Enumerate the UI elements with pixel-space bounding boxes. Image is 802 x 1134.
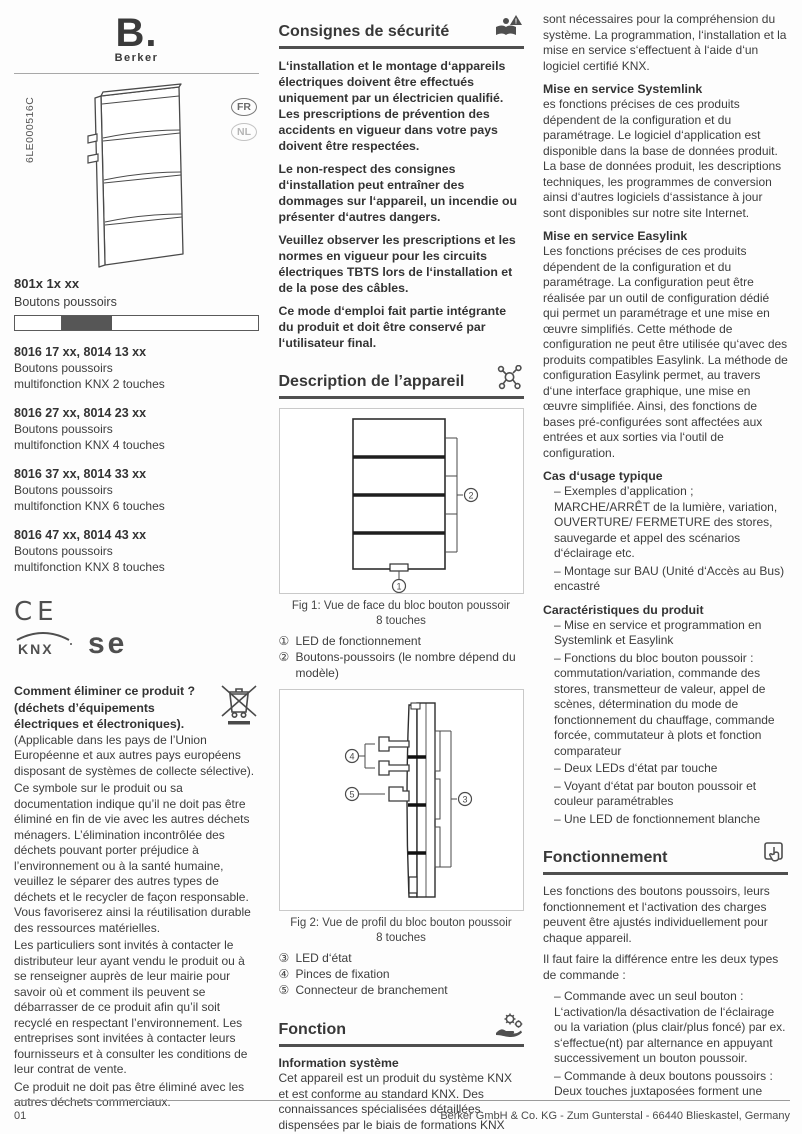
svg-text:5: 5 xyxy=(349,789,355,800)
easylink-subheading: Mise en service Easylink xyxy=(543,229,688,243)
right-column xyxy=(543,12,788,1134)
figure-1-front-view xyxy=(291,409,511,593)
product-family-code: 801x 1x xx xyxy=(14,276,80,291)
page-footer xyxy=(14,1100,790,1122)
product-line: multifonction KNX 6 touches xyxy=(14,499,165,513)
language-badges xyxy=(231,98,257,141)
feature-list-item: – Mise en service et programmation en Systemlink et Easylink xyxy=(554,617,762,647)
document-code: 6LE000516C xyxy=(24,96,36,163)
svg-text:1: 1 xyxy=(396,581,402,592)
safety-paragraph: Ce mode d‘emploi fait partie intégrante du produit et doit être conservé par l‘utilisateur final. xyxy=(278,304,507,350)
figure-2-caption: Fig 2: Vue de profil du bloc bouton poussoir 8 touches xyxy=(290,917,512,944)
section-operation-header xyxy=(543,841,788,875)
section-description-title: Description de l’appareil xyxy=(278,373,465,390)
figure-1-legend xyxy=(279,633,524,681)
left-column xyxy=(14,12,259,1134)
section-function-title: Fonction xyxy=(278,1021,347,1038)
system-info-paragraph: Cet appareil est un produit du système KNX et est conforme au standard KNX. Des connaissances spécialisées détaillées dispensées par le biais de formations KNX xyxy=(278,1071,512,1132)
legend-item: ④ Pinces de fixation xyxy=(278,967,390,981)
usage-list-item: – Montage sur BAU (Unité d‘Accès au Bus) encastré xyxy=(554,563,785,593)
section-function-header xyxy=(279,1012,524,1047)
product-entry xyxy=(14,344,259,392)
feature-list-item: – Deux LEDs d‘état par touche xyxy=(554,761,718,775)
safety-paragraph: Le non-respect des consignes d‘installation peut entraîner des dommages sur l‘appareil, un incendie ou présenter d‘autres dangers. xyxy=(278,162,517,224)
read-manual-warning-icon xyxy=(494,14,524,41)
press-button-icon xyxy=(762,841,788,867)
product-line: multifonction KNX 4 touches xyxy=(14,438,165,452)
disposal-paragraph: Les particuliers sont invités à contacter le distributeur leur ayant vendu le produit ou à se renseigner auprès de leur mairie pour savoir où et comment ils peuvent se débarrasser de ce produit afin qu’il soit recyclé en respectant l’environnement. Les entreprises sont invitées à contacter leurs fournisseurs et à consulter les conditions de leur contrat de vente. xyxy=(14,938,248,1076)
operation-paragraph: Les fonctions des boutons poussoirs, leurs fonctionnement et l‘activation des charges peuvent être ajustés individuellement pour chaque appareil. xyxy=(543,884,770,945)
product-drawing xyxy=(14,80,259,272)
ce-mark: CE xyxy=(14,597,59,627)
weee-bin-icon xyxy=(219,683,259,727)
figure-1-caption: Fig 1: Vue de face du bloc bouton poussoir 8 touches xyxy=(291,600,511,627)
usage-list-item: – Exemples d’application ; MARCHE/ARRÊT de la lumière, variation, OUVERTURE/ FERMETURE des stores, sauvegarde et appel des scénarios d‘éclairage etc. xyxy=(554,484,778,560)
section-operation-title: Fonctionnement xyxy=(543,849,668,866)
berker-logo-mark: B. xyxy=(115,11,158,55)
product-entry xyxy=(14,527,259,575)
disposal-paragraph: Ce produit ne doit pas être éliminé avec les autres déchets commerciaux. xyxy=(14,1079,245,1109)
disposal-paragraph: Ce symbole sur le produit ou sa documentation indique qu’il ne doit pas être éliminé en fin de vie avec les autres déchets ménagers. L’élimination incontrôlée des déchets pouvant porter préjudice à l’environnement ou à la santé humaine, veuillez le séparer des autres types de déchets et le recycler de façon responsable. Vous favoriserez ainsi la réutilisation durable des ressources matérielles. xyxy=(14,781,251,935)
svg-text:3: 3 xyxy=(462,794,468,805)
product-code: 8016 27 xx, 8014 23 xx xyxy=(14,406,147,420)
berker-logo-text: Berker xyxy=(114,52,159,64)
divider xyxy=(14,73,259,74)
network-nodes-icon xyxy=(496,365,524,391)
figure-2-legend xyxy=(279,950,524,998)
badge-nl: NL xyxy=(231,123,257,141)
operation-list-item: – Commande à deux boutons poussoirs : Deux touches juxtaposées forment une xyxy=(554,1068,773,1098)
section-description-header xyxy=(279,365,524,399)
section-safety-title: Consignes de sécurité xyxy=(278,23,450,40)
figure-1-box xyxy=(279,408,524,594)
position-bar-fill xyxy=(61,316,112,330)
hand-gears-icon xyxy=(494,1012,524,1039)
product-line: Boutons poussoirs xyxy=(14,361,113,375)
middle-column xyxy=(279,12,524,1134)
product-family-name: Boutons poussoirs xyxy=(14,295,117,309)
document-position-bar xyxy=(14,315,259,331)
disposal-section xyxy=(14,683,259,1111)
legend-item: ⑤ Connecteur de branchement xyxy=(278,983,448,997)
legend-item: ② Boutons-poussoirs (le nombre dépend du modèle) xyxy=(278,650,516,680)
berker-logo xyxy=(14,12,259,64)
intro-continuation-paragraph: sont nécessaires pour la compréhension du système. La programmation, l‘installation et la mise en service s‘effectuent à l‘aide d‘un logiciel certifié KNX. xyxy=(543,12,787,73)
svg-text:2: 2 xyxy=(468,490,474,501)
product-line: Boutons poussoirs xyxy=(14,422,113,436)
product-entry xyxy=(14,466,259,514)
system-info-subheading: Information système xyxy=(278,1056,399,1070)
svg-text:!: ! xyxy=(514,16,517,26)
easylink-paragraph: Les fonctions précises de ces produits dépendent de la configuration et du paramétrage. La configuration peut être réalisée par un outil de configuration dédié qui permet un paramétrage et une mise en œuvre simplifiés. Cette méthode de configuration ne peut être utilisée qu‘avec des produits compatibles Easylink. La méthode de configuration Easylink permet, au travers d‘une interface graphique, une mise en œuvre simplifiée. Ainsi, des fonctions de bases pré-configurées sont affectées aux entrées et aux sorties via l‘outil de configuration. xyxy=(543,244,788,460)
figure-2-box xyxy=(279,689,524,911)
usage-subheading: Cas d‘usage typique xyxy=(543,469,663,483)
legend-item: ③ LED d‘état xyxy=(278,951,352,965)
systemlink-subheading: Mise en service Systemlink xyxy=(543,82,703,96)
product-line: Boutons poussoirs xyxy=(14,544,113,558)
disposal-paragraph: (Applicable dans les pays de l’Union Européenne et aux autres pays européens disposant de systèmes de collecte sélective). xyxy=(14,732,255,778)
pushbutton-3d-drawing xyxy=(57,80,217,272)
product-code: 8016 17 xx, 8014 13 xx xyxy=(14,345,147,359)
product-code: 8016 47 xx, 8014 43 xx xyxy=(14,528,147,542)
se-logo: se xyxy=(88,627,128,660)
svg-text:KNX: KNX xyxy=(18,641,54,657)
svg-text:4: 4 xyxy=(349,751,355,762)
figure-2-profile-view xyxy=(291,691,511,909)
safety-paragraph: Veuillez observer les prescriptions et les normes en vigueur pour les circuits électriques TBTS lors de l‘installation et de la pose des câbles. xyxy=(278,233,516,295)
knx-logo xyxy=(14,629,74,657)
features-subheading: Caractéristiques du produit xyxy=(543,602,704,617)
operation-list-item: – Commande avec un seul bouton : L‘activation/la désactivation de l‘éclairage ou la variation (plus clair/plus foncé) par ex. s‘effectue(nt) par alternance en appuyant successivement un bouton poussoir. xyxy=(554,989,786,1065)
publisher-address: Berker GmbH & Co. KG - Zum Gunterstal - 66440 Blieskastel, Germany xyxy=(440,1110,790,1122)
certification-marks xyxy=(14,597,259,660)
safety-paragraph: L‘installation et le montage d‘appareils électriques doivent être effectués uniquement par un électricien qualifié. Les prescriptions de prévention des accidents en vigueur dans votre pays doivent être respectées. xyxy=(278,59,506,153)
page-number: 01 xyxy=(14,1110,27,1122)
legend-item: ① LED de fonctionnement xyxy=(278,634,421,648)
product-line: multifonction KNX 2 touches xyxy=(14,377,165,391)
badge-fr: FR xyxy=(231,98,257,116)
section-safety-header xyxy=(279,14,524,49)
product-line: multifonction KNX 8 touches xyxy=(14,560,165,574)
systemlink-paragraph: es fonctions précises de ces produits dépendent de la configuration et du paramétrage. Le logiciel d‘application est disponible dans la base de données produit. La base de données produit, les descriptions techniques, les programmes de conversion ainsi d‘autres logiciels d‘assistance à jour sont disponibles sur notre site Internet. xyxy=(543,97,782,220)
disposal-heading: Comment éliminer ce produit ? (déchets d’équipements électriques et électroniques). xyxy=(14,684,196,731)
product-line: Boutons poussoirs xyxy=(14,483,113,497)
product-entry xyxy=(14,405,259,453)
product-code: 8016 37 xx, 8014 33 xx xyxy=(14,467,147,481)
feature-list-item: – Fonctions du bloc bouton poussoir : commutation/variation, commande des stores, transmetteur de valeur, appel de scènes, détermination du mode de fonctionnement du chauffage, commande forcée, commutateur à plots et fonction comparateur xyxy=(554,650,775,758)
feature-list-item: – Voyant d‘état par bouton poussoir et couleur paramétrables xyxy=(554,778,757,808)
operation-paragraph: Il faut faire la différence entre les deux types de commande : xyxy=(543,952,779,982)
feature-list-item: – Une LED de fonctionnement blanche xyxy=(554,811,761,826)
